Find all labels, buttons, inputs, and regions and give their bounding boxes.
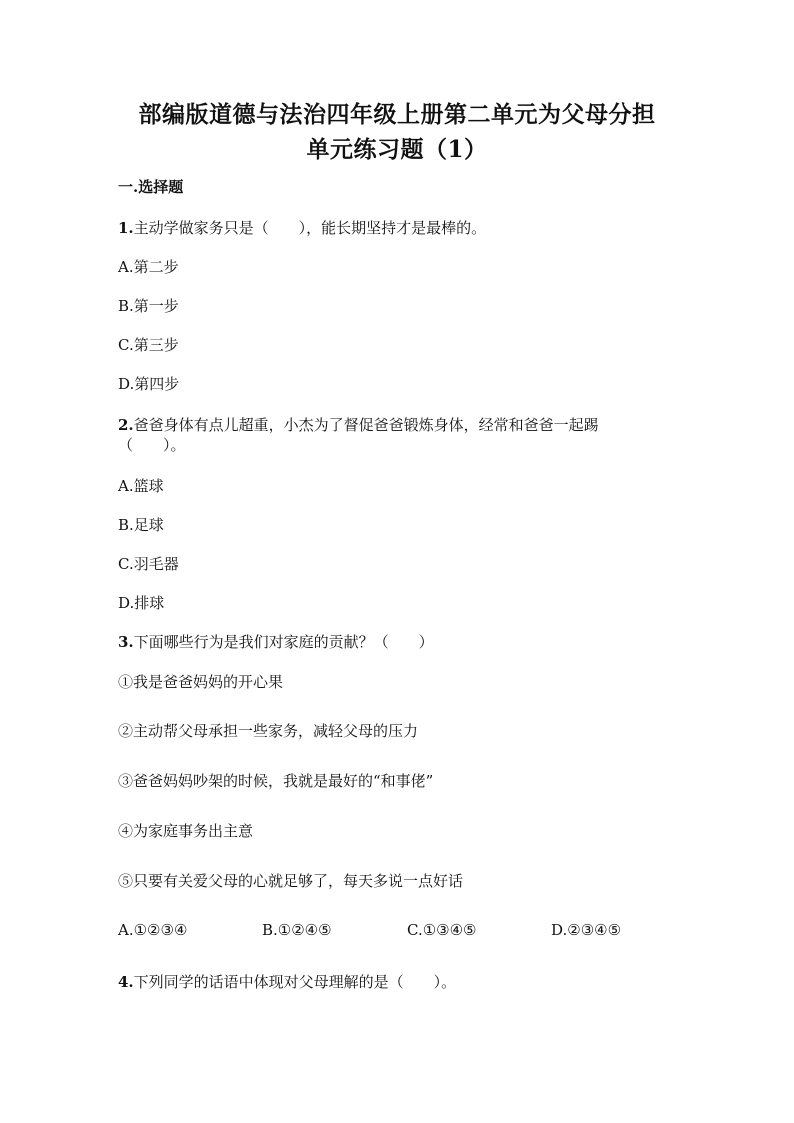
question-1-option-b: B.第一步: [118, 297, 179, 315]
question-1-option-d: D.第四步: [118, 375, 180, 393]
question-3-item-1: ①我是爸爸妈妈的开心果: [118, 673, 284, 691]
question-3-item-4: ④为家庭事务出主意: [118, 822, 254, 840]
question-2-option-a: A.篮球: [118, 477, 164, 495]
question-4-text: 下列同学的话语中体现对父母理解的是（ ）。: [133, 973, 457, 991]
question-3-text: 下面哪些行为是我们对家庭的贡献？（ ）: [133, 633, 434, 651]
question-1: [118, 218, 678, 238]
question-2: [118, 415, 678, 435]
question-4-number: 4.: [118, 973, 134, 991]
question-1-number: 1.: [118, 219, 134, 237]
question-2-text-line1: 爸爸身体有点儿超重，小杰为了督促爸爸锻炼身体，经常和爸爸一起踢: [133, 416, 599, 434]
question-3-option-c: C.①③④⑤: [407, 921, 477, 939]
question-1-option-a: A.第二步: [118, 258, 179, 276]
section-heading: 一.选择题: [118, 178, 184, 196]
question-3-options: [118, 921, 678, 941]
document-title-line1: 部编版道德与法治四年级上册第二单元为父母分担: [138, 101, 656, 128]
question-1-option-c: C.第三步: [118, 336, 179, 354]
question-2-option-b: B.足球: [118, 516, 164, 534]
question-3-option-b: B.①②④⑤: [262, 921, 332, 939]
question-3-option-d: D.②③④⑤: [551, 921, 622, 939]
question-3-option-a: A.①②③④: [118, 921, 188, 939]
question-3-item-5: ⑤只要有关爱父母的心就足够了，每天多说一点好话: [118, 872, 464, 890]
question-2-number: 2.: [118, 416, 134, 434]
question-2-option-d: D.排球: [118, 594, 165, 612]
question-3-item-2: ②主动帮父母承担一些家务，减轻父母的压力: [118, 722, 419, 740]
question-2-option-c: C.羽毛器: [118, 555, 179, 573]
question-3: [118, 632, 678, 652]
document-title-line2: 单元练习题（1）: [306, 136, 488, 163]
question-2-text-line2: （ ）。: [118, 436, 186, 454]
question-3-item-3: ③爸爸妈妈吵架的时候，我就是最好的“和事佬”: [118, 772, 434, 790]
question-3-number: 3.: [118, 633, 134, 651]
question-4: [118, 972, 678, 992]
question-1-text: 主动学做家务只是（ ），能长期坚持才是最棒的。: [133, 219, 487, 237]
